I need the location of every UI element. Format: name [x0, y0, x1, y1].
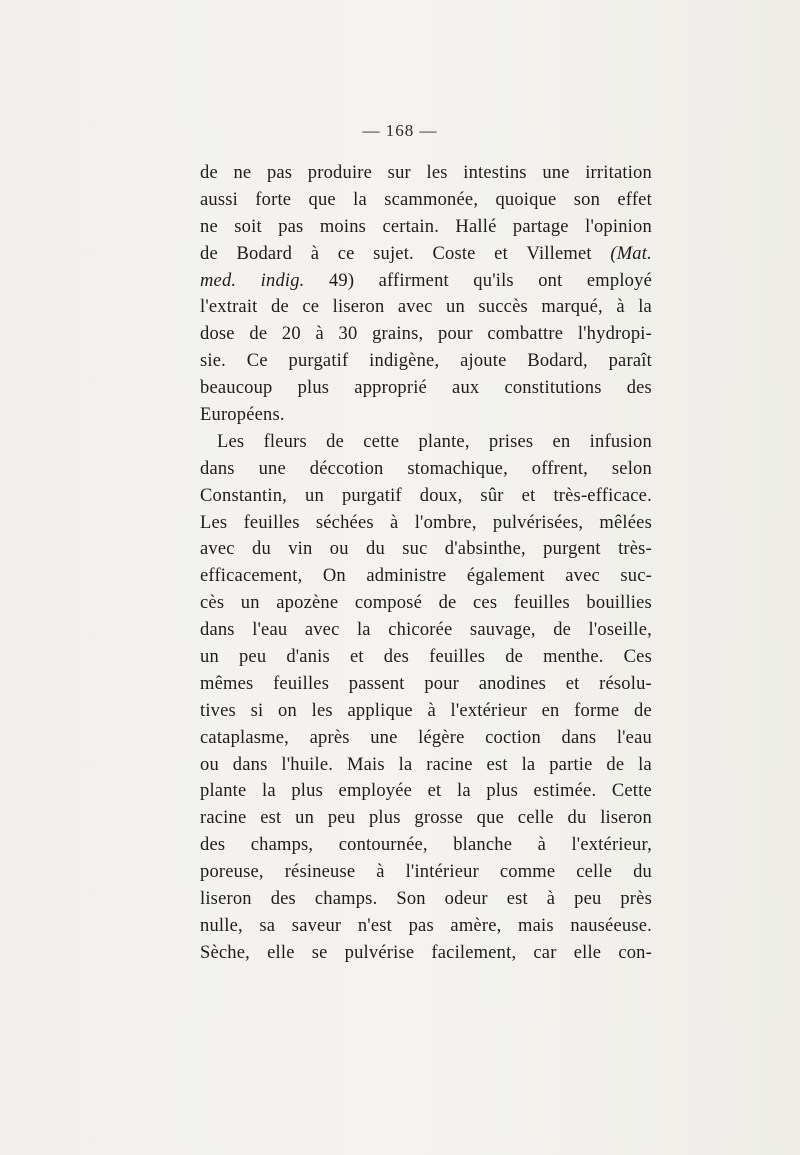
word: sa: [259, 915, 276, 936]
word: et: [427, 781, 442, 802]
word: irritation: [585, 163, 652, 183]
text-line: [200, 778, 652, 805]
text-line: [200, 644, 652, 671]
word: plante,: [418, 431, 470, 452]
word: chicorée: [388, 620, 453, 641]
word: peu: [238, 647, 267, 668]
word: dans: [232, 754, 268, 775]
text-line: [200, 160, 652, 187]
word: des: [200, 835, 226, 856]
word: marqué,: [541, 297, 603, 318]
word: très-efficace.: [553, 485, 652, 506]
word: pas: [266, 163, 293, 183]
text-line: [200, 375, 652, 402]
word: pulvérise: [344, 942, 415, 963]
word: moins: [319, 216, 367, 237]
word: très-: [618, 539, 652, 560]
word: de: [505, 647, 524, 668]
word: con-: [618, 942, 652, 963]
word: une: [258, 458, 286, 479]
word: est: [506, 889, 528, 910]
word: 20: [281, 324, 301, 345]
word: l'oseille,: [588, 620, 652, 641]
text-line: [200, 590, 652, 617]
word: champs,: [250, 835, 314, 856]
word: de: [553, 620, 572, 641]
word: son: [573, 189, 601, 210]
word: de: [438, 593, 457, 614]
word: à: [546, 889, 556, 910]
word: intestins: [463, 163, 527, 183]
text-line-paragraph-start: [200, 429, 652, 456]
word: ou: [200, 754, 219, 775]
word: affirment: [378, 270, 449, 291]
word: racine: [200, 808, 247, 829]
word: passent: [348, 673, 405, 694]
word: nauséeuse.: [570, 915, 652, 936]
word: comme: [499, 862, 556, 883]
word: sur: [387, 163, 411, 183]
word: elle: [573, 942, 602, 963]
word: peu: [574, 889, 602, 910]
word: fleurs: [263, 431, 307, 452]
word: estimée.: [533, 781, 597, 802]
word: feuilles: [273, 673, 330, 694]
word: est: [260, 808, 282, 829]
word: applique: [347, 700, 413, 721]
word: purgatif: [288, 351, 349, 372]
word: pulvérisées,: [492, 512, 584, 533]
word: employé: [586, 270, 652, 291]
word: approprié: [354, 378, 427, 399]
word: apozène: [276, 593, 339, 614]
word: qu'ils: [473, 270, 514, 291]
word: pour: [438, 324, 473, 345]
word: plante: [200, 781, 247, 802]
word: liseron: [600, 808, 652, 829]
word: grosse: [414, 808, 463, 829]
word: l'eau: [616, 727, 652, 748]
word: certain.: [382, 216, 440, 237]
word: en: [541, 700, 560, 721]
word: les: [311, 700, 333, 721]
word: à: [310, 243, 320, 264]
word: sie.: [200, 351, 226, 372]
word: infusion: [589, 431, 652, 452]
word: paraît: [608, 351, 652, 372]
word: que: [476, 808, 504, 829]
word: résolu-: [599, 673, 652, 694]
word: pour: [424, 673, 460, 694]
text-line: [200, 294, 652, 321]
word: Constantin,: [200, 485, 287, 506]
word: à: [390, 512, 399, 533]
word: aussi: [200, 189, 238, 210]
word: offrent,: [531, 458, 589, 479]
word: suc: [402, 539, 428, 560]
word: ou: [329, 539, 349, 560]
word: de: [634, 700, 652, 721]
word: la: [261, 781, 276, 802]
word: sujet.: [373, 243, 414, 264]
word: purgatif: [341, 485, 402, 506]
word: mêmes: [200, 673, 254, 694]
word: la: [638, 754, 652, 775]
text-line: [200, 698, 652, 725]
word: ajoute: [460, 351, 507, 372]
text-line: [200, 214, 652, 241]
word: un: [446, 297, 465, 318]
word: de: [249, 324, 268, 345]
text-line: [200, 617, 652, 644]
word: tives: [200, 700, 236, 721]
word: prises: [488, 431, 534, 452]
word: succès: [478, 297, 528, 318]
word: racine: [426, 754, 473, 775]
word: à: [537, 835, 546, 856]
word: de: [326, 431, 345, 452]
word: Ce: [246, 351, 268, 372]
word: poreuse,: [200, 862, 264, 883]
text-line: [200, 563, 652, 590]
page-number: — 168 —: [362, 121, 438, 140]
word: liseron: [200, 889, 252, 910]
word-italic: med.: [200, 270, 237, 291]
word: de: [200, 243, 218, 264]
word: constitutions: [504, 378, 602, 399]
word: en: [552, 431, 571, 452]
word: elle: [267, 942, 295, 963]
word: séchées: [315, 512, 374, 533]
word: la: [353, 189, 367, 210]
word: feuilles: [429, 647, 486, 668]
word: ne: [200, 216, 218, 237]
word: administre: [366, 566, 447, 587]
word: On: [322, 566, 346, 587]
word: forme: [574, 700, 620, 721]
word: blanche: [453, 835, 513, 856]
word: combattre: [487, 324, 564, 345]
word: la: [521, 754, 536, 775]
word: à: [616, 297, 625, 318]
text-line: [200, 402, 652, 429]
word: plus: [297, 378, 330, 399]
text-line: [200, 536, 652, 563]
word: employée: [338, 781, 413, 802]
text-line: [200, 348, 652, 375]
word: Sèche,: [200, 942, 250, 963]
word: Son: [396, 889, 426, 910]
word: à: [427, 700, 436, 721]
word: l'huile.: [281, 754, 334, 775]
word-italic: (Mat.: [610, 243, 652, 264]
word: mêlées: [599, 512, 652, 533]
word: effet: [617, 189, 652, 210]
word: ces: [473, 593, 498, 614]
word: bouillies: [586, 593, 652, 614]
text-line: [200, 671, 652, 698]
word: amère,: [450, 915, 502, 936]
word: d'anis: [286, 647, 330, 668]
word: quoique: [495, 189, 557, 210]
word: près: [620, 889, 652, 910]
word: des: [626, 378, 652, 399]
word: produire: [307, 163, 373, 183]
word: celle: [517, 808, 554, 829]
word: déccotion: [309, 458, 384, 479]
word: dose: [200, 324, 235, 345]
body-text: [200, 160, 652, 967]
word: menthe.: [543, 647, 604, 668]
text-line: [200, 725, 652, 752]
word-italic: indig.: [260, 270, 305, 291]
text-line: [200, 510, 652, 537]
word: anodines: [478, 673, 547, 694]
word: sûr: [480, 485, 504, 506]
word: ne: [233, 163, 252, 183]
word: une: [542, 163, 570, 183]
word: plus: [486, 781, 518, 802]
word: que: [308, 189, 336, 210]
word: contournée,: [338, 835, 428, 856]
word: saveur: [291, 915, 342, 936]
word: stomachique,: [407, 458, 508, 479]
word: et: [349, 647, 364, 668]
word: Villemet: [526, 243, 592, 264]
text-line: [200, 913, 652, 940]
word: feuilles: [243, 512, 300, 533]
word: du: [633, 862, 652, 883]
word: dans: [200, 620, 235, 641]
word: partage: [512, 216, 569, 237]
word: la: [456, 781, 471, 802]
word: Ces: [623, 647, 652, 668]
word: dans: [200, 458, 235, 479]
word: à: [376, 862, 385, 883]
word: ce: [302, 297, 320, 318]
word: Cette: [611, 781, 652, 802]
word: et: [494, 243, 508, 264]
word: aux: [452, 378, 480, 399]
word: l'eau: [252, 620, 288, 641]
text-line: [200, 940, 652, 967]
text-line: [200, 859, 652, 886]
word: la: [638, 297, 652, 318]
word: l'ombre,: [414, 512, 477, 533]
word: coction: [485, 727, 541, 748]
word: un: [240, 593, 260, 614]
text-line: [200, 241, 652, 268]
word: Européens.: [200, 405, 285, 426]
word: champs.: [314, 889, 378, 910]
word: sauvage,: [469, 620, 536, 641]
word: pas: [278, 216, 304, 237]
word: car: [533, 942, 557, 963]
word: avec: [304, 620, 340, 641]
word: de: [271, 297, 289, 318]
word: grains,: [372, 324, 424, 345]
word: à: [315, 324, 324, 345]
word: de: [200, 163, 218, 183]
word: une: [370, 727, 398, 748]
word: 30: [338, 324, 358, 345]
word: Mais: [346, 754, 385, 775]
word: cataplasme,: [200, 727, 290, 748]
text-line: [200, 832, 652, 859]
word: et: [521, 485, 536, 506]
word: indigène,: [369, 351, 440, 372]
word: purgent: [543, 539, 601, 560]
word: avec: [565, 566, 600, 587]
word: du: [252, 539, 271, 560]
word: celle: [576, 862, 613, 883]
word: l'extérieur: [450, 700, 527, 721]
word: l'hydropi-: [577, 324, 652, 345]
word: scammonée,: [384, 189, 479, 210]
word: des: [383, 647, 410, 668]
word: ont: [538, 270, 563, 291]
word: vin: [288, 539, 313, 560]
word: plus: [291, 781, 323, 802]
word: n'est: [357, 915, 392, 936]
word: se: [311, 942, 328, 963]
word: l'extérieur,: [571, 835, 652, 856]
word: soit: [234, 216, 262, 237]
text-line: [200, 268, 652, 295]
text-line: [200, 483, 652, 510]
word: composé: [354, 593, 422, 614]
word: ce: [337, 243, 355, 264]
word: l'extrait: [200, 297, 258, 318]
word: Bodard: [236, 243, 293, 264]
word: également: [466, 566, 545, 587]
word: la: [356, 620, 371, 641]
word: plus: [368, 808, 401, 829]
word: on: [278, 700, 297, 721]
word: doux,: [419, 485, 463, 506]
text-line: [200, 805, 652, 832]
word: des: [270, 889, 296, 910]
word: l'intérieur: [405, 862, 479, 883]
word: liseron: [332, 297, 385, 318]
word: du: [567, 808, 587, 829]
word: pas: [408, 915, 434, 936]
word: dans: [561, 727, 597, 748]
word: avec: [200, 539, 235, 560]
word: du: [366, 539, 385, 560]
word: après: [309, 727, 350, 748]
word: si: [250, 700, 264, 721]
text-line: [200, 456, 652, 483]
word: Bodard,: [527, 351, 588, 372]
word: forte: [255, 189, 292, 210]
word: un: [305, 485, 324, 506]
word: cette: [363, 431, 400, 452]
word: résineuse: [284, 862, 356, 883]
word: facilement,: [431, 942, 517, 963]
word: Les: [200, 512, 228, 533]
word: Les: [217, 431, 245, 452]
word: feuilles: [513, 593, 570, 614]
word: la: [398, 754, 413, 775]
word: mais: [518, 915, 554, 936]
word: légère: [418, 727, 465, 748]
word: beaucoup: [200, 378, 273, 399]
word: l'opinion: [585, 216, 652, 237]
text-line: [200, 187, 652, 214]
word: d'absinthe,: [444, 539, 526, 560]
word: avec: [397, 297, 433, 318]
word: suc-: [620, 566, 652, 587]
text-line: [200, 886, 652, 913]
word: est: [486, 754, 508, 775]
word: cès: [200, 593, 225, 614]
word: selon: [611, 458, 652, 479]
word: un: [295, 808, 315, 829]
word: et: [565, 673, 580, 694]
word: les: [426, 163, 448, 183]
text-line: [200, 321, 652, 348]
word: Hallé: [455, 216, 497, 237]
word: un: [200, 647, 219, 668]
word: peu: [327, 808, 356, 829]
word: partie: [549, 754, 593, 775]
word: nulle,: [200, 915, 243, 936]
word: Coste: [432, 243, 476, 264]
word: 49): [328, 270, 355, 291]
word: efficacement,: [200, 566, 303, 587]
word: de: [606, 754, 625, 775]
word: odeur: [444, 889, 488, 910]
text-line: [200, 752, 652, 779]
